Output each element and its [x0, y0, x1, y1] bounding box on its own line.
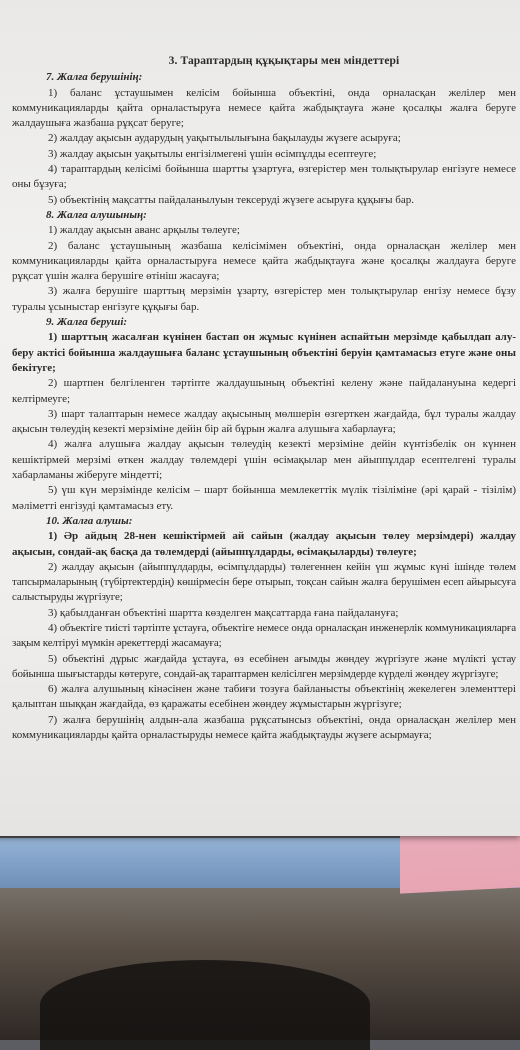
paragraph: 2) жалдау ақысын аударудың уақытылылығына бақылауды жүзеге асыруға; [48, 132, 401, 145]
paragraph: 3) шарт талаптарын немесе жалдау ақысының мөлшерін өзгерткен жағдайда, бұл туралы жалдау ақысын төлеудің кезекті мерзіміне дейін бір ай бұрын жалға алушыға хабарлауға; [12, 407, 516, 436]
section-heading: 7. Жалға берушінің: [46, 71, 143, 84]
section-8 [12, 208, 516, 315]
paragraph: 4) объектіге тиісті тәртіпте ұстауға, объектіге немесе онда орналасқан инженерлік коммуникацияларға зақым келтіруі мүмкін әрекеттерді жасамауға; [12, 621, 516, 650]
paragraph: 2) жалдау ақысын (айыппұлдарды, өсімпұлдарды) төлегеннен кейін үш жұмыс күні ішінде төлем тапсырмаларының (түбіртектердің) көшірмесін бере отырып, тоқсан сайын жалға берушімен есеп айырысуға салыстыруды жүргізуге; [12, 560, 516, 604]
document-body [12, 54, 516, 743]
section-heading: 9. Жалға беруші: [46, 316, 128, 329]
paragraph: 7) жалға берушінің алдын-ала жазбаша рұқсатынсыз объектіні, онда орналасқан желілер мен коммуникацияларды қайта орналастыруды немесе қайта жабдықтауды жүзеге асырмауға; [12, 713, 516, 742]
paragraph: 1) шарттың жасалған күнінен бастап он жұмыс күнінен аспайтын мерзімде қабылдап алу-беру актісі бойынша жалдаушыға баланс ұстаушының объектіні беруін қамтамасыз етуге және оны бекітуге; [12, 331, 516, 374]
section-heading: 10. Жалға алушы: [46, 514, 133, 527]
paragraph: 3) жалға берушіге шарттың мерзімін ұзарту, өзгерістер мен толықтырулар енгізу немесе бұзу туралы ұсыныстар енгізуге құқығы бар. [12, 285, 516, 313]
paragraph: 5) үш күн мерзімінде келісім – шарт бойынша мемлекеттік мүлік тізіліміне (әрі қарай - тізілім) мәліметті енгізуді қамтамасыз ету. [12, 484, 516, 512]
paragraph: 1) баланс ұстаушымен келісім бойынша объектіні, онда орналасқан желілер мен коммуникацияларды қайта орналастыруға немесе қайта жабдықтауға және қосалқы жалға беруге жалдаушыға жазбаша рұқсат беруге; [12, 86, 516, 130]
section-10 [12, 514, 516, 743]
paragraph: 2) шартпен белгіленген тәртіпте жалдаушының объектіні келену және пайдалануына кедергі келтірмеуге; [12, 377, 516, 405]
paragraph: 6) жалға алушының кінәсінен және табиғи тозуға байланысты объектінің жекелеген элементтері қалыптан шыққан жағдайда, өз қаражаты есебінен жөндеу жұмыстарын жүргізуге; [12, 683, 516, 711]
paragraph: 5) объектіні дұрыс жағдайда ұстауға, өз есебінен ағымды жөндеу жүргізуге және мүлікті ұстау бойынша шығыстарды көтеруге, сондай-ақ тараптармен келісілген мерзімдерде күрделі жөндеу жүргізуге; [12, 652, 516, 680]
paragraph: 3) қабылданған объектіні шартта көзделген мақсаттарда ғана пайдалануға; [48, 606, 399, 619]
paragraph: 3) жалдау ақысын уақытылы енгізілмегені үшін өсімпұлды есептеуге; [48, 147, 377, 160]
section-heading: 8. Жалға алушының: [46, 208, 147, 221]
paragraph: 1) жалдау ақысын аванс арқылы төлеуге; [48, 224, 240, 237]
paragraph: 2) баланс ұстаушының жазбаша келісімімен объектіні, онда орналасқан желілер мен коммуникацияларды қайта орналастыруға немесе қайта жабдықтауға және қосалқы жалдауға беруге рұқсат үшін жалға берушіге өтініш жасауға; [12, 239, 516, 283]
paragraph: 4) жалға алушыға жалдау ақысын төлеудің кезекті мерзіміне дейін күнтізбелік он күннен кешіктірмей мерзімі өткен жалдау төлемдері үшін өсімақылар мен айыппұлдар есептелгені туралы хабарламаны жіберуге міндетті; [12, 438, 516, 482]
paragraph: 4) тараптардың келісімі бойынша шартты ұзартуға, өзгерістер мен толықтырулар енгізуге немесе оны бұзуға; [12, 163, 516, 191]
section-9 [12, 315, 516, 514]
paragraph: 1) Әр айдың 28-нен кешіктірмей ай сайын (жалдау ақысын төлеу мерзімдері) жалдау ақысын, сондай-ақ басқа да төлемдерді (айыппұлдарды, өсімақыларды) төлеуге; [12, 530, 516, 558]
document-title: 3. Тараптардың құқықтары мен міндеттері [168, 55, 400, 67]
section-7 [12, 70, 516, 208]
paragraph: 5) объектінің мақсатты пайдаланылуын тексеруді жүзеге асыруға құқығы бар. [48, 193, 414, 206]
dark-shadow [40, 960, 370, 1050]
